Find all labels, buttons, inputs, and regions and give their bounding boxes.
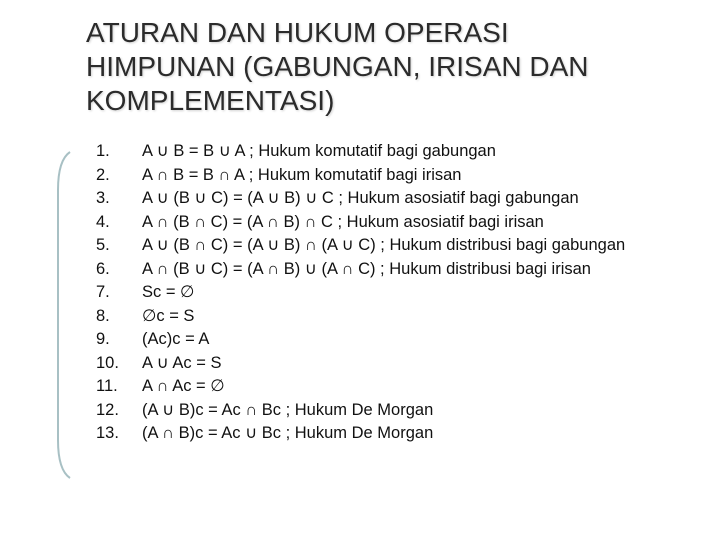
item-text: Sc = ∅ [142, 283, 195, 301]
list-item [96, 352, 696, 376]
decorative-bracket [54, 150, 72, 480]
title-line: KOMPLEMENTASI) [86, 85, 335, 116]
item-text: A ∪ Ac = S [142, 353, 222, 372]
list-item [96, 375, 696, 399]
title-line: HIMPUNAN (GABUNGAN, IRISAN DAN [86, 51, 589, 82]
list-item [96, 187, 696, 211]
item-text: A ∪ B = B ∪ A ; Hukum komutatif bagi gabungan [142, 142, 496, 160]
item-text: A ∩ Ac = ∅ [142, 377, 225, 395]
item-number: 3. [96, 189, 110, 207]
item-number: 12. [96, 400, 119, 419]
list-item [96, 164, 696, 188]
list-item [96, 305, 696, 329]
item-number: 5. [96, 236, 110, 254]
list-item [96, 328, 696, 352]
item-number: 1. [96, 142, 110, 160]
item-number: 4. [96, 212, 110, 231]
item-text: A ∩ B = B ∩ A ; Hukum komutatif bagi irisan [142, 165, 462, 184]
item-number: 10. [96, 353, 119, 372]
title-line: ATURAN DAN HUKUM OPERASI [86, 17, 509, 48]
item-number: 7. [96, 283, 110, 301]
item-number: 13. [96, 424, 119, 442]
list-item [96, 234, 696, 258]
item-text: A ∩ (B ∩ C) = (A ∩ B) ∩ C ; Hukum asosiatif bagi irisan [142, 212, 544, 231]
item-text: A ∩ (B ∪ C) = (A ∩ B) ∪ (A ∩ C) ; Hukum distribusi bagi irisan [142, 259, 591, 278]
slide-title [86, 16, 706, 118]
item-text: (A ∩ B)c = Ac ∪ Bc ; Hukum De Morgan [142, 424, 434, 442]
list-item [96, 399, 696, 423]
item-text: (A ∪ B)c = Ac ∩ Bc ; Hukum De Morgan [142, 400, 434, 419]
item-text: ∅c = S [142, 306, 195, 325]
item-number: 8. [96, 306, 110, 325]
item-text: A ∪ (B ∪ C) = (A ∪ B) ∪ C ; Hukum asosiatif bagi gabungan [142, 189, 579, 207]
item-number: 9. [96, 330, 110, 348]
item-number: 6. [96, 259, 110, 278]
item-number: 11. [96, 377, 118, 395]
item-number: 2. [96, 165, 110, 184]
list-item [96, 422, 696, 446]
list-item [96, 281, 696, 305]
list-item [96, 140, 696, 164]
item-text: (Ac)c = A [142, 330, 210, 348]
list-item [96, 211, 696, 235]
list-item [96, 258, 696, 282]
item-text: A ∪ (B ∩ C) = (A ∪ B) ∩ (A ∪ C) ; Hukum distribusi bagi gabungan [142, 236, 626, 254]
rules-list [96, 140, 696, 446]
